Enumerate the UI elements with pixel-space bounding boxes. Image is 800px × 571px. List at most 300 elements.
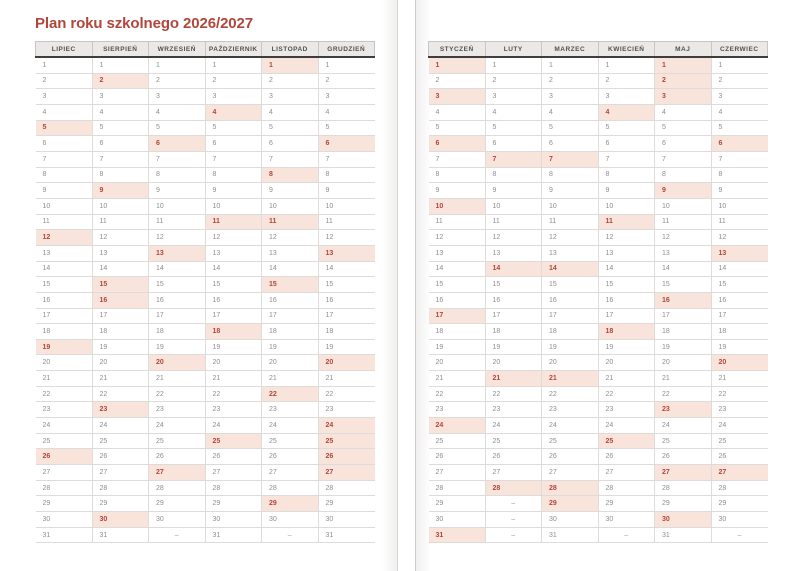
- day-cell: 10: [542, 198, 599, 214]
- month-header: LIPIEC: [36, 42, 93, 58]
- day-cell: 8: [655, 167, 712, 183]
- day-cell: 26: [262, 449, 319, 465]
- day-row: [36, 198, 375, 214]
- day-cell: 7: [92, 151, 149, 167]
- day-cell: 12: [655, 230, 712, 246]
- day-cell: 2: [149, 73, 206, 89]
- day-cell: 15: [711, 277, 768, 293]
- day-row: [429, 245, 768, 261]
- day-cell: 4: [711, 104, 768, 120]
- day-cell: 18: [318, 324, 375, 340]
- day-row: [429, 104, 768, 120]
- day-cell: 8: [318, 167, 375, 183]
- day-cell: 16: [429, 292, 486, 308]
- day-cell: 13: [92, 245, 149, 261]
- day-cell: 7: [36, 151, 93, 167]
- day-cell: 2: [655, 73, 712, 89]
- day-row: [36, 480, 375, 496]
- day-row: [36, 371, 375, 387]
- day-cell: 15: [598, 277, 655, 293]
- day-cell: 31: [429, 527, 486, 543]
- day-cell: 8: [711, 167, 768, 183]
- day-cell: 23: [149, 402, 206, 418]
- day-cell: 2: [92, 73, 149, 89]
- day-cell: 22: [205, 386, 262, 402]
- day-cell: 20: [598, 355, 655, 371]
- day-cell: 29: [542, 496, 599, 512]
- day-cell: 20: [92, 355, 149, 371]
- day-row: [36, 418, 375, 434]
- day-cell: 11: [318, 214, 375, 230]
- day-cell: 1: [318, 57, 375, 73]
- day-cell: 9: [318, 183, 375, 199]
- day-cell: 29: [92, 496, 149, 512]
- empty-day-cell: –: [485, 496, 542, 512]
- day-cell: 24: [318, 418, 375, 434]
- day-cell: 7: [429, 151, 486, 167]
- day-cell: 22: [711, 386, 768, 402]
- month-header: KWIECIEŃ: [598, 42, 655, 58]
- month-header: LISTOPAD: [262, 42, 319, 58]
- day-row: [429, 89, 768, 105]
- day-cell: 25: [711, 433, 768, 449]
- day-cell: 17: [149, 308, 206, 324]
- day-cell: 30: [711, 512, 768, 528]
- day-cell: 3: [92, 89, 149, 105]
- day-cell: 7: [318, 151, 375, 167]
- day-cell: 17: [542, 308, 599, 324]
- day-cell: 17: [92, 308, 149, 324]
- day-cell: 4: [36, 104, 93, 120]
- day-cell: 10: [262, 198, 319, 214]
- day-cell: 10: [149, 198, 206, 214]
- day-cell: 29: [318, 496, 375, 512]
- day-cell: 29: [149, 496, 206, 512]
- day-cell: 9: [429, 183, 486, 199]
- day-cell: 20: [318, 355, 375, 371]
- day-cell: 12: [429, 230, 486, 246]
- day-cell: 3: [36, 89, 93, 105]
- day-cell: 19: [711, 339, 768, 355]
- day-cell: 19: [36, 339, 93, 355]
- day-cell: 26: [485, 449, 542, 465]
- day-cell: 18: [429, 324, 486, 340]
- day-row: [429, 339, 768, 355]
- day-cell: 24: [205, 418, 262, 434]
- day-cell: 18: [711, 324, 768, 340]
- day-cell: 19: [429, 339, 486, 355]
- day-cell: 15: [485, 277, 542, 293]
- day-cell: 15: [318, 277, 375, 293]
- day-cell: 13: [149, 245, 206, 261]
- day-cell: 17: [429, 308, 486, 324]
- day-cell: 9: [262, 183, 319, 199]
- day-cell: 28: [262, 480, 319, 496]
- day-cell: 11: [92, 214, 149, 230]
- day-row: [36, 104, 375, 120]
- day-cell: 28: [92, 480, 149, 496]
- day-cell: 22: [262, 386, 319, 402]
- day-row: [36, 245, 375, 261]
- day-row: [429, 355, 768, 371]
- day-cell: 4: [262, 104, 319, 120]
- day-cell: 25: [485, 433, 542, 449]
- day-cell: 6: [262, 136, 319, 152]
- day-cell: 18: [205, 324, 262, 340]
- empty-day-cell: –: [149, 527, 206, 543]
- day-cell: 14: [598, 261, 655, 277]
- day-cell: 10: [318, 198, 375, 214]
- day-cell: 25: [318, 433, 375, 449]
- day-cell: 14: [655, 261, 712, 277]
- day-cell: 6: [36, 136, 93, 152]
- day-cell: 17: [205, 308, 262, 324]
- month-header: GRUDZIEŃ: [318, 42, 375, 58]
- day-cell: 24: [36, 418, 93, 434]
- day-cell: 27: [149, 465, 206, 481]
- day-row: [36, 214, 375, 230]
- day-cell: 30: [149, 512, 206, 528]
- day-cell: 8: [598, 167, 655, 183]
- day-cell: 31: [36, 527, 93, 543]
- day-cell: 15: [92, 277, 149, 293]
- day-cell: 26: [149, 449, 206, 465]
- day-cell: 28: [205, 480, 262, 496]
- day-cell: 21: [318, 371, 375, 387]
- day-cell: 25: [655, 433, 712, 449]
- day-cell: 23: [92, 402, 149, 418]
- day-cell: 19: [598, 339, 655, 355]
- day-cell: 4: [205, 104, 262, 120]
- day-row: [429, 527, 768, 543]
- day-cell: 24: [92, 418, 149, 434]
- day-cell: 29: [262, 496, 319, 512]
- day-cell: 4: [149, 104, 206, 120]
- day-row: [36, 120, 375, 136]
- day-cell: 11: [36, 214, 93, 230]
- day-cell: 15: [542, 277, 599, 293]
- month-header-row: [36, 42, 375, 58]
- day-cell: 15: [262, 277, 319, 293]
- calendar-table-autumn-semester: [35, 41, 375, 543]
- day-cell: 14: [318, 261, 375, 277]
- day-row: [36, 339, 375, 355]
- day-cell: 3: [711, 89, 768, 105]
- day-cell: 21: [542, 371, 599, 387]
- day-cell: 18: [655, 324, 712, 340]
- day-cell: 23: [655, 402, 712, 418]
- day-cell: 12: [542, 230, 599, 246]
- day-cell: 12: [262, 230, 319, 246]
- empty-day-cell: –: [485, 512, 542, 528]
- day-cell: 6: [655, 136, 712, 152]
- day-cell: 25: [92, 433, 149, 449]
- day-cell: 21: [205, 371, 262, 387]
- day-cell: 30: [92, 512, 149, 528]
- day-cell: 4: [655, 104, 712, 120]
- month-header: LUTY: [485, 42, 542, 58]
- day-cell: 30: [542, 512, 599, 528]
- day-cell: 19: [205, 339, 262, 355]
- day-row: [429, 261, 768, 277]
- day-cell: 10: [205, 198, 262, 214]
- day-cell: 21: [262, 371, 319, 387]
- day-row: [36, 402, 375, 418]
- day-cell: 22: [429, 386, 486, 402]
- day-cell: 12: [36, 230, 93, 246]
- month-header: CZERWIEC: [711, 42, 768, 58]
- day-cell: 20: [205, 355, 262, 371]
- day-cell: 1: [36, 57, 93, 73]
- day-cell: 20: [485, 355, 542, 371]
- day-cell: 27: [429, 465, 486, 481]
- day-row: [36, 277, 375, 293]
- day-cell: 23: [542, 402, 599, 418]
- day-cell: 28: [655, 480, 712, 496]
- day-cell: 12: [149, 230, 206, 246]
- day-cell: 9: [149, 183, 206, 199]
- day-cell: 9: [598, 183, 655, 199]
- day-cell: 28: [598, 480, 655, 496]
- day-cell: 17: [655, 308, 712, 324]
- day-cell: 9: [655, 183, 712, 199]
- day-cell: 24: [655, 418, 712, 434]
- day-cell: 14: [542, 261, 599, 277]
- day-cell: 19: [262, 339, 319, 355]
- day-row: [429, 214, 768, 230]
- day-cell: 16: [318, 292, 375, 308]
- day-cell: 6: [205, 136, 262, 152]
- day-cell: 5: [262, 120, 319, 136]
- day-cell: 13: [655, 245, 712, 261]
- day-cell: 13: [542, 245, 599, 261]
- day-cell: 5: [92, 120, 149, 136]
- day-cell: 16: [262, 292, 319, 308]
- day-cell: 1: [429, 57, 486, 73]
- day-cell: 8: [429, 167, 486, 183]
- day-cell: 17: [262, 308, 319, 324]
- day-cell: 13: [36, 245, 93, 261]
- day-cell: 22: [149, 386, 206, 402]
- day-row: [36, 527, 375, 543]
- page-edge-right: [415, 0, 416, 571]
- day-cell: 3: [262, 89, 319, 105]
- day-row: [429, 292, 768, 308]
- day-cell: 23: [485, 402, 542, 418]
- day-cell: 29: [598, 496, 655, 512]
- day-cell: 9: [711, 183, 768, 199]
- day-cell: 16: [92, 292, 149, 308]
- day-row: [429, 120, 768, 136]
- day-cell: 20: [36, 355, 93, 371]
- day-cell: 27: [655, 465, 712, 481]
- day-cell: 14: [711, 261, 768, 277]
- day-cell: 16: [485, 292, 542, 308]
- calendar-table-spring-semester: [428, 41, 768, 543]
- day-cell: 19: [149, 339, 206, 355]
- day-cell: 20: [655, 355, 712, 371]
- day-row: [429, 230, 768, 246]
- day-row: [429, 402, 768, 418]
- day-row: [36, 496, 375, 512]
- day-cell: 18: [262, 324, 319, 340]
- day-row: [36, 449, 375, 465]
- day-cell: 20: [711, 355, 768, 371]
- day-cell: 21: [429, 371, 486, 387]
- day-cell: 3: [205, 89, 262, 105]
- day-cell: 13: [318, 245, 375, 261]
- day-cell: 2: [711, 73, 768, 89]
- day-cell: 6: [485, 136, 542, 152]
- day-cell: 19: [92, 339, 149, 355]
- day-cell: 5: [598, 120, 655, 136]
- day-cell: 18: [36, 324, 93, 340]
- day-cell: 24: [262, 418, 319, 434]
- day-cell: 31: [205, 527, 262, 543]
- day-row: [36, 465, 375, 481]
- day-cell: 27: [598, 465, 655, 481]
- day-cell: 10: [655, 198, 712, 214]
- month-header: MARZEC: [542, 42, 599, 58]
- day-cell: 3: [149, 89, 206, 105]
- day-cell: 25: [149, 433, 206, 449]
- day-cell: 26: [318, 449, 375, 465]
- day-cell: 1: [711, 57, 768, 73]
- day-row: [429, 308, 768, 324]
- day-cell: 22: [36, 386, 93, 402]
- day-cell: 29: [429, 496, 486, 512]
- day-cell: 11: [149, 214, 206, 230]
- day-cell: 21: [149, 371, 206, 387]
- day-cell: 20: [429, 355, 486, 371]
- day-cell: 1: [542, 57, 599, 73]
- day-cell: 16: [655, 292, 712, 308]
- day-cell: 3: [655, 89, 712, 105]
- day-row: [36, 151, 375, 167]
- month-header-row: [429, 42, 768, 58]
- day-cell: 11: [598, 214, 655, 230]
- page-edge-left: [397, 0, 398, 571]
- day-row: [429, 136, 768, 152]
- day-cell: 2: [262, 73, 319, 89]
- day-cell: 2: [598, 73, 655, 89]
- month-header: SIERPIEŃ: [92, 42, 149, 58]
- day-cell: 16: [149, 292, 206, 308]
- day-cell: 22: [655, 386, 712, 402]
- day-cell: 9: [485, 183, 542, 199]
- day-row: [429, 433, 768, 449]
- day-cell: 19: [485, 339, 542, 355]
- day-cell: 21: [36, 371, 93, 387]
- day-cell: 28: [149, 480, 206, 496]
- day-cell: 1: [205, 57, 262, 73]
- day-row: [36, 136, 375, 152]
- day-cell: 12: [318, 230, 375, 246]
- day-cell: 23: [711, 402, 768, 418]
- day-row: [429, 371, 768, 387]
- day-cell: 7: [598, 151, 655, 167]
- day-cell: 1: [598, 57, 655, 73]
- day-cell: 21: [92, 371, 149, 387]
- day-cell: 27: [485, 465, 542, 481]
- day-row: [429, 480, 768, 496]
- day-cell: 31: [655, 527, 712, 543]
- day-cell: 2: [318, 73, 375, 89]
- day-cell: 6: [598, 136, 655, 152]
- day-cell: 13: [485, 245, 542, 261]
- day-cell: 16: [598, 292, 655, 308]
- day-cell: 4: [542, 104, 599, 120]
- day-cell: 10: [92, 198, 149, 214]
- page-title: Plan roku szkolnego 2026/2027: [35, 15, 254, 32]
- day-cell: 24: [485, 418, 542, 434]
- day-row: [36, 386, 375, 402]
- day-cell: 18: [149, 324, 206, 340]
- day-cell: 23: [36, 402, 93, 418]
- day-cell: 6: [711, 136, 768, 152]
- day-cell: 20: [262, 355, 319, 371]
- day-row: [36, 57, 375, 73]
- day-cell: 15: [655, 277, 712, 293]
- day-cell: 21: [598, 371, 655, 387]
- day-cell: 30: [262, 512, 319, 528]
- day-cell: 16: [205, 292, 262, 308]
- day-cell: 4: [598, 104, 655, 120]
- day-cell: 25: [542, 433, 599, 449]
- day-cell: 2: [36, 73, 93, 89]
- day-cell: 23: [429, 402, 486, 418]
- day-cell: 9: [542, 183, 599, 199]
- day-cell: 14: [149, 261, 206, 277]
- day-row: [36, 292, 375, 308]
- day-cell: 15: [36, 277, 93, 293]
- day-cell: 2: [485, 73, 542, 89]
- day-row: [36, 183, 375, 199]
- day-cell: 6: [149, 136, 206, 152]
- day-row: [429, 418, 768, 434]
- day-cell: 27: [205, 465, 262, 481]
- day-cell: 2: [205, 73, 262, 89]
- day-cell: 28: [318, 480, 375, 496]
- day-cell: 18: [92, 324, 149, 340]
- day-row: [36, 324, 375, 340]
- day-cell: 2: [429, 73, 486, 89]
- day-row: [429, 386, 768, 402]
- day-cell: 5: [318, 120, 375, 136]
- day-cell: 7: [655, 151, 712, 167]
- empty-day-cell: –: [485, 527, 542, 543]
- day-cell: 27: [542, 465, 599, 481]
- day-cell: 30: [205, 512, 262, 528]
- day-cell: 31: [542, 527, 599, 543]
- day-cell: 29: [36, 496, 93, 512]
- day-cell: 24: [598, 418, 655, 434]
- day-cell: 9: [92, 183, 149, 199]
- day-cell: 7: [205, 151, 262, 167]
- day-cell: 5: [429, 120, 486, 136]
- day-cell: 27: [36, 465, 93, 481]
- day-cell: 27: [318, 465, 375, 481]
- day-cell: 7: [711, 151, 768, 167]
- month-header: PAŹDZIERNIK: [205, 42, 262, 58]
- day-cell: 14: [485, 261, 542, 277]
- day-cell: 17: [318, 308, 375, 324]
- day-cell: 17: [485, 308, 542, 324]
- day-cell: 8: [149, 167, 206, 183]
- day-row: [429, 57, 768, 73]
- day-cell: 10: [598, 198, 655, 214]
- day-cell: 25: [429, 433, 486, 449]
